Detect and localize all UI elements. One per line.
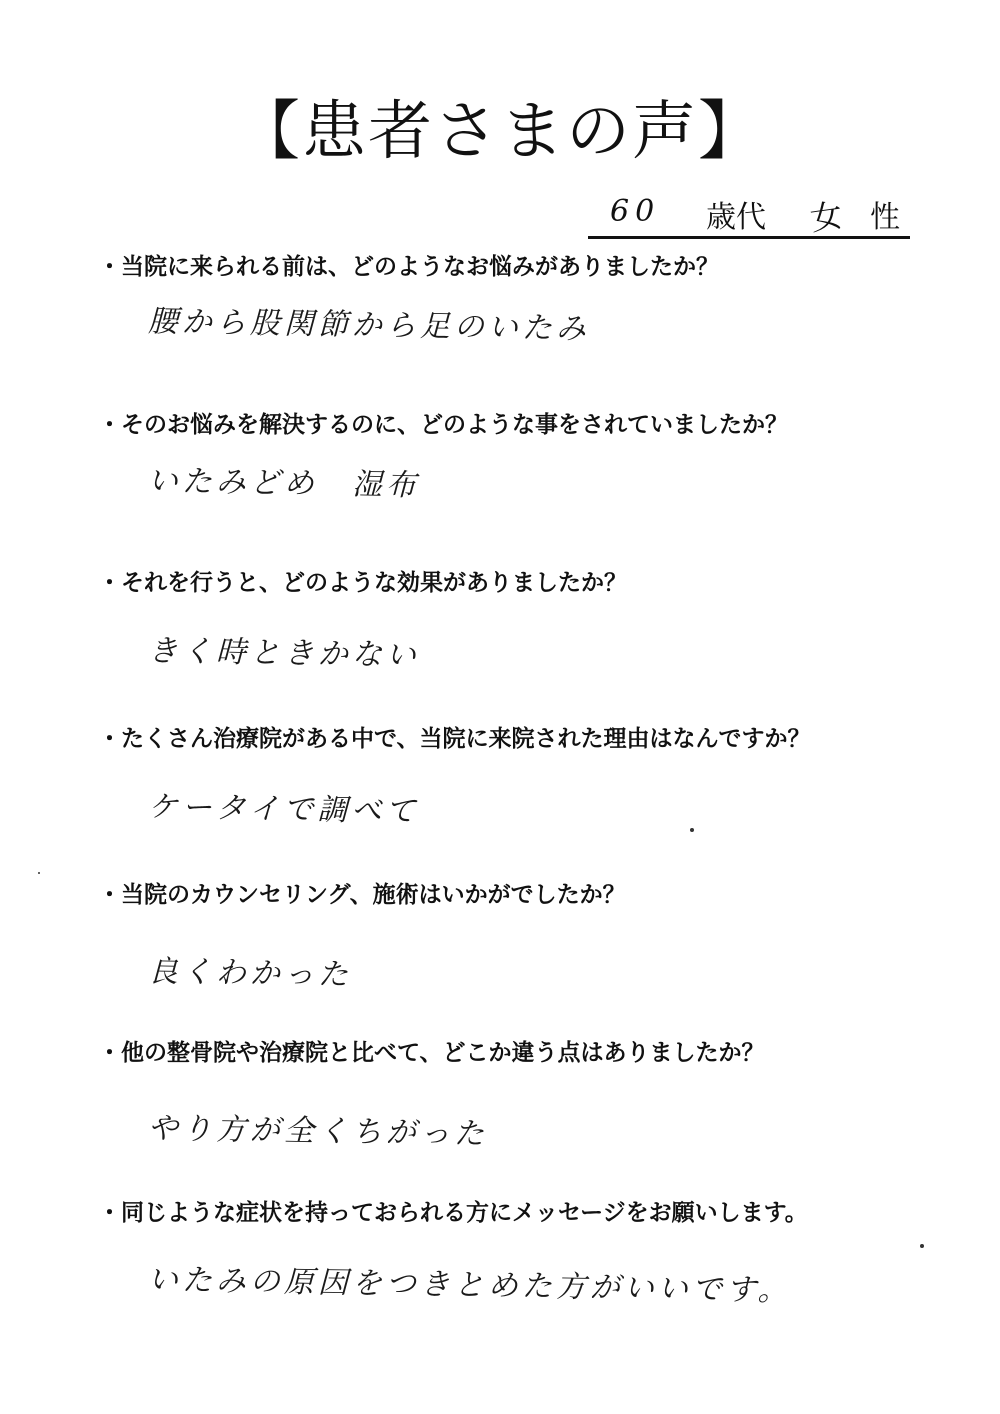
- scan-speck: [920, 1244, 924, 1248]
- answer-2: いたみどめ 湿布: [147, 463, 421, 504]
- question-3: ・それを行うと、どのような効果がありましたか？: [98, 570, 627, 596]
- demographic-line: [588, 192, 910, 239]
- question-7: ・同じような症状を持っておられる方にメッセージをお願いします。: [98, 1200, 808, 1226]
- page-title: 【患者さまの声】: [236, 95, 764, 169]
- answer-5: 良くわかった: [147, 954, 353, 993]
- age-handwritten: 60: [610, 194, 661, 229]
- answer-6: やり方が全くちがった: [147, 1111, 489, 1152]
- answer-1: 腰から股関節から足のいたみ: [147, 304, 591, 347]
- gender-label: 性: [870, 200, 900, 235]
- question-2: ・そのお悩みを解決するのに、どのような事をされていましたか？: [98, 412, 788, 438]
- question-1: ・当院に来られる前は、どのようなお悩みがありましたか？: [98, 254, 719, 280]
- answer-7: いたみの原因をつきとめた方がいいです。: [147, 1262, 792, 1309]
- scan-speck: [690, 828, 694, 832]
- question-6: ・他の整骨院や治療院と比べて、どこか違う点はありましたか？: [98, 1040, 765, 1066]
- scan-speck: [38, 872, 40, 874]
- question-4: ・たくさん治療院がある中で、当院に来院された理由はなんですか？: [98, 726, 811, 752]
- question-5: ・当院のカウンセリング、施術はいかがでしたか？: [98, 882, 626, 908]
- age-label: 歳代: [706, 200, 766, 235]
- gender-handwritten: 女: [807, 195, 845, 239]
- answer-4: ケータイで調べて: [147, 789, 420, 830]
- answer-3: きく時ときかない: [147, 633, 421, 674]
